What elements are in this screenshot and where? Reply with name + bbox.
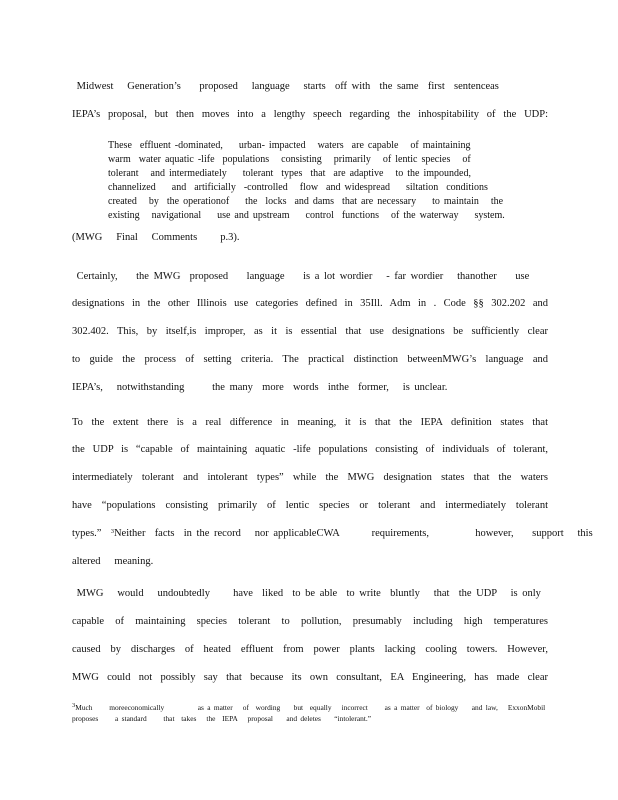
- quote-line: These effluent -dominated, urban- impacted waters are capable of maintaining: [108, 140, 471, 151]
- body-line: Certainly, the MWG proposed language is a lot wordier - far wordier thanother use: [72, 271, 530, 282]
- quote-line: tolerant and intermediately tolerant types that are adaptive to the impounded,: [108, 168, 471, 179]
- body-line: IEPA’s proposal, but then moves into a lengthy speech regarding the inhospitability of the UDP:: [72, 109, 548, 120]
- citation: (MWG Final Comments p.3).: [72, 232, 240, 243]
- quote-line: warm water aquatic -life populations consisting primarily of lentic species of: [108, 154, 471, 165]
- footnote-line: [72, 703, 548, 712]
- body-line: To the extent there is a real difference in meaning, it is that the IEPA definition states that: [72, 417, 548, 428]
- quote-line: existing navigational use and upstream control functions of the waterway system.: [108, 210, 505, 221]
- body-line: the UDP is “capable of maintaining aquatic -life populations consisting of individuals of tolerant,: [72, 444, 548, 455]
- body-line: IEPA’s, notwithstanding the many more words inthe former, is unclear.: [72, 382, 448, 393]
- body-line: [72, 527, 593, 540]
- body-line: designations in the other Illinois use categories defined in 35Ill. Adm in . Code §§ 302.202 and: [72, 298, 548, 309]
- quote-line: channelized and artificially -controlled flow and widespread siltation conditions: [108, 182, 488, 193]
- body-line: altered meaning.: [72, 556, 154, 567]
- body-line: intermediately tolerant and intolerant types” while the MWG designation states that the waters: [72, 472, 548, 483]
- body-line: have “populations consisting primarily of lentic species or tolerant and intermediately tolerant: [72, 500, 548, 511]
- body-line: MWG would undoubtedly have liked to be able to write bluntly that the UDP is only: [72, 588, 541, 599]
- body-line: capable of maintaining species tolerant to pollution, presumably including high temperatures: [72, 616, 548, 627]
- body-line: MWG could not possibly say that because its own consultant, EA Engineering, has made clear: [72, 672, 548, 683]
- body-line-rest: Neither facts in the record nor applicableCWA requirements, however, support this: [113, 528, 593, 539]
- body-line: 302.402. This, by itself,is improper, as it is essential that use designations be sufficiently clear: [72, 326, 548, 337]
- body-line: Midwest Generation’s proposed language starts off with the same first sentenceas: [72, 81, 499, 92]
- body-line-start: types.”: [72, 528, 102, 539]
- footnote-line: proposes a standard that takes the IEPA proposal and deletes “intolerant.”: [72, 714, 372, 723]
- footnote-marker: 3: [72, 702, 76, 709]
- body-line: to guide the process of setting criteria. The practical distinction betweenMWG’s language and: [72, 354, 548, 365]
- footnote-reference[interactable]: 3: [110, 528, 114, 535]
- body-line: caused by discharges of heated effluent from power plants lacking cooling towers. However,: [72, 644, 548, 655]
- quote-line: created by the operationof the locks and dams that are necessary to maintain the: [108, 196, 504, 207]
- footnote-text: Much moreeconomically as a matter of wording but equally incorrect as a matter of biology and law, ExxonMobil: [75, 703, 546, 712]
